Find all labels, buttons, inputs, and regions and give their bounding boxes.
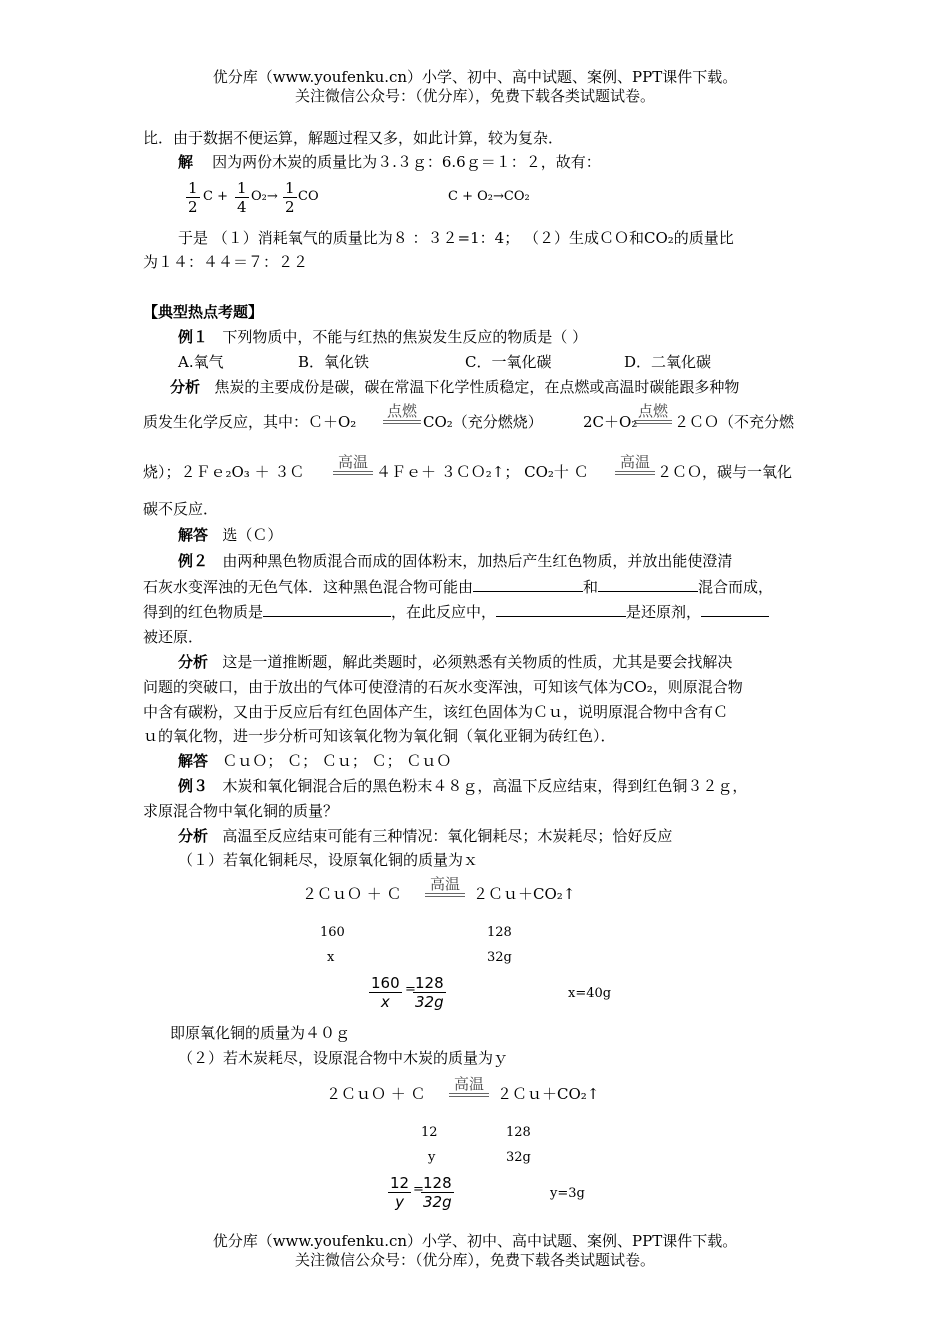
eq-term: CO xyxy=(298,189,319,204)
molar-mass: 12 xyxy=(421,1125,438,1140)
case-2-result: y=3g xyxy=(550,1186,585,1201)
example-label: 例２ xyxy=(178,552,209,570)
reaction-condition-ignite: 点燃 xyxy=(634,403,672,424)
eq-term: C + xyxy=(203,189,228,204)
example-3-line-1: 例３ 木炭和氧化铜混合后的黑色粉末４８ｇ，高温下反应结束，得到红色铜３２ｇ， xyxy=(178,777,748,795)
intro-conclusion-1: 于是 （１）消耗氧气的质量比为８ ：３２=1：4； （２）生成ＣＯ和CO₂的质量比 xyxy=(178,229,734,247)
answer-blank[interactable] xyxy=(598,577,698,592)
known-mass: 32g xyxy=(506,1150,531,1165)
example-2-analysis-2: 问题的突破口，由于放出的气体可使澄清的石灰水变浑浊，可知该气体为CO₂，则原混合物 xyxy=(143,678,743,696)
example-1-analysis-2d: ２ＣＯ（不充分燃 xyxy=(674,413,795,431)
solution-label: 解 xyxy=(178,153,194,171)
molar-mass: 128 xyxy=(506,1125,531,1140)
answer-label: 解答 xyxy=(178,526,209,544)
case-1-conclusion: 即原氧化铜的质量为４０ｇ xyxy=(170,1024,351,1042)
example-2-line-3: 得到的红色物质是 ，在此反应中， 是还原剂， xyxy=(143,600,769,624)
fraction: $\frac{128}{32g}$ xyxy=(423,1174,452,1211)
option-c: C．一氧化碳 xyxy=(465,353,552,371)
section-title: 【典型热点考题】 xyxy=(143,303,264,321)
fraction: $\frac{12}{y}$ xyxy=(390,1174,410,1211)
analysis-label: 分析 xyxy=(178,827,209,845)
fraction: $\frac{1}{2}$ xyxy=(188,179,198,216)
fraction: $\frac{160}{x}$ xyxy=(371,974,400,1011)
example-1-analysis-2a: 质发生化学反应，其中：Ｃ＋O₂ xyxy=(143,413,357,431)
case-2-equation-right: ２Ｃｕ＋CO₂↑ xyxy=(497,1085,600,1103)
eq-term: O₂→ xyxy=(251,189,278,204)
fraction: $\frac{128}{32g}$ xyxy=(415,974,444,1011)
example-1-analysis-2b: CO₂（充分燃烧） xyxy=(423,413,543,431)
option-b: B．氧化铁 xyxy=(298,353,370,371)
example-label: 例３ xyxy=(178,777,209,795)
option-d: D．二氧化碳 xyxy=(624,353,712,371)
answer-blank[interactable] xyxy=(701,602,769,617)
example-label: 例１ xyxy=(178,328,209,346)
equation-carbon-full: C + O₂→CO₂ xyxy=(448,189,530,204)
example-2-analysis-4: ｕ的氧化物，进一步分析可知该氧化物为氧化铜（氧化亚铜为砖红色）． xyxy=(143,727,616,745)
example-2-analysis-3: 中含有碳粉，又由于反应后有红色固体产生，该红色固体为Ｃｕ，说明原混合物中含有Ｃ xyxy=(143,703,729,721)
example-1-analysis-2c: 2C＋O₂ xyxy=(583,413,638,431)
header-line-1: 优分库（www.youfenku.cn）小学、初中、高中试题、案例、PPT课件下载。 xyxy=(212,68,738,86)
example-1-analysis-1: 分析 焦炭的主要成份是碳，碳在常温下化学性质稳定，在点燃或高温时碳能跟多种物 xyxy=(170,378,740,396)
intro-solution xyxy=(178,150,601,174)
answer-blank[interactable] xyxy=(263,602,391,617)
footer-line-1: 优分库（www.youfenku.cn）小学、初中、高中试题、案例、PPT课件下载。 xyxy=(212,1232,738,1250)
answer-label: 解答 xyxy=(178,752,209,770)
equals-sign: = xyxy=(413,1182,424,1197)
reaction-condition-high-temp: 高温 xyxy=(449,1076,489,1097)
case-1-title: （１）若氧化铜耗尽，设原氧化铜的质量为ｘ xyxy=(178,851,479,869)
reaction-condition-high-temp: 高温 xyxy=(425,876,465,897)
reaction-condition-high-temp: 高温 xyxy=(615,454,655,475)
example-2-line-2: 石灰水变浑浊的无色气体．这种黑色混合物可能由 和 混合而成， xyxy=(143,578,774,596)
question-text: 下列物质中，不能与红热的焦炭发生反应的物质是（ ） xyxy=(222,328,588,346)
intro-conclusion-2: 为１４：４４＝７：２２ xyxy=(143,253,309,271)
example-1-analysis-3b: ４Ｆｅ＋ ３ＣＯ₂↑； CO₂十 Ｃ xyxy=(376,463,589,481)
example-1-question xyxy=(178,325,587,349)
unknown-var: x xyxy=(327,950,335,965)
fraction: $\frac{1}{2}$ xyxy=(285,179,295,216)
fraction: $\frac{1}{4}$ xyxy=(237,179,247,216)
header-line-2: 关注微信公众号：（优分库），免费下载各类试题试卷。 xyxy=(294,87,655,105)
analysis-label: 分析 xyxy=(170,378,201,396)
unknown-var: y xyxy=(428,1150,436,1165)
example-2-analysis-1: 分析 这是一道推断题，解此类题时，必须熟悉有关物质的性质，尤其是要会找解决 xyxy=(178,653,733,671)
reaction-condition-high-temp: 高温 xyxy=(333,454,373,475)
molar-mass: 128 xyxy=(487,925,512,940)
equals-sign: = xyxy=(405,982,416,997)
example-2-line-4: 被还原． xyxy=(143,628,204,646)
known-mass: 32g xyxy=(487,950,512,965)
example-2-answer: 解答 ＣｕＯ； Ｃ； Ｃｕ； Ｃ； ＣｕＯ xyxy=(178,752,452,770)
analysis-label: 分析 xyxy=(178,653,209,671)
option-a: A.氧气 xyxy=(178,353,224,371)
answer-blank[interactable] xyxy=(473,577,583,592)
case-2-title: （２）若木炭耗尽，设原混合物中木炭的质量为ｙ xyxy=(178,1049,509,1067)
case-2-equation-left: ２ＣｕＯ ＋ Ｃ xyxy=(326,1085,426,1103)
example-1-analysis-3c: ２ＣＯ，碳与一氧化 xyxy=(657,463,793,481)
example-1-answer: 解答 选（Ｃ） xyxy=(178,526,283,544)
reaction-condition-ignite: 点燃 xyxy=(383,403,421,424)
footer-line-2: 关注微信公众号：（优分库），免费下载各类试题试卷。 xyxy=(294,1251,655,1269)
example-3-line-2: 求原混合物中氧化铜的质量？ xyxy=(143,802,339,820)
solution-text: 因为两份木炭的质量比为３.３ｇ：6.6ｇ＝１：２，故有： xyxy=(212,153,601,171)
example-1-analysis-4: 碳不反应． xyxy=(143,500,219,518)
answer-blank[interactable] xyxy=(496,602,626,617)
example-3-analysis: 分析 高温至反应结束可能有三种情况：氧化铜耗尽；木炭耗尽；恰好反应 xyxy=(178,827,673,845)
case-1-result: x=40g xyxy=(568,986,612,1001)
example-2-line-1: 例２ 由两种黑色物质混合而成的固体粉末，加热后产生红色物质，并放出能使澄清 xyxy=(178,552,733,570)
case-1-equation-right: ２Ｃｕ＋CO₂↑ xyxy=(473,885,576,903)
example-1-analysis-3a: 烧）；２Ｆｅ₂O₃ ＋ ３Ｃ xyxy=(143,463,305,481)
intro-line-1: 比．由于数据不便运算，解题过程又多，如此计算，较为复杂． xyxy=(143,129,564,147)
case-1-equation-left: ２ＣｕＯ ＋ Ｃ xyxy=(302,885,402,903)
molar-mass: 160 xyxy=(320,925,345,940)
